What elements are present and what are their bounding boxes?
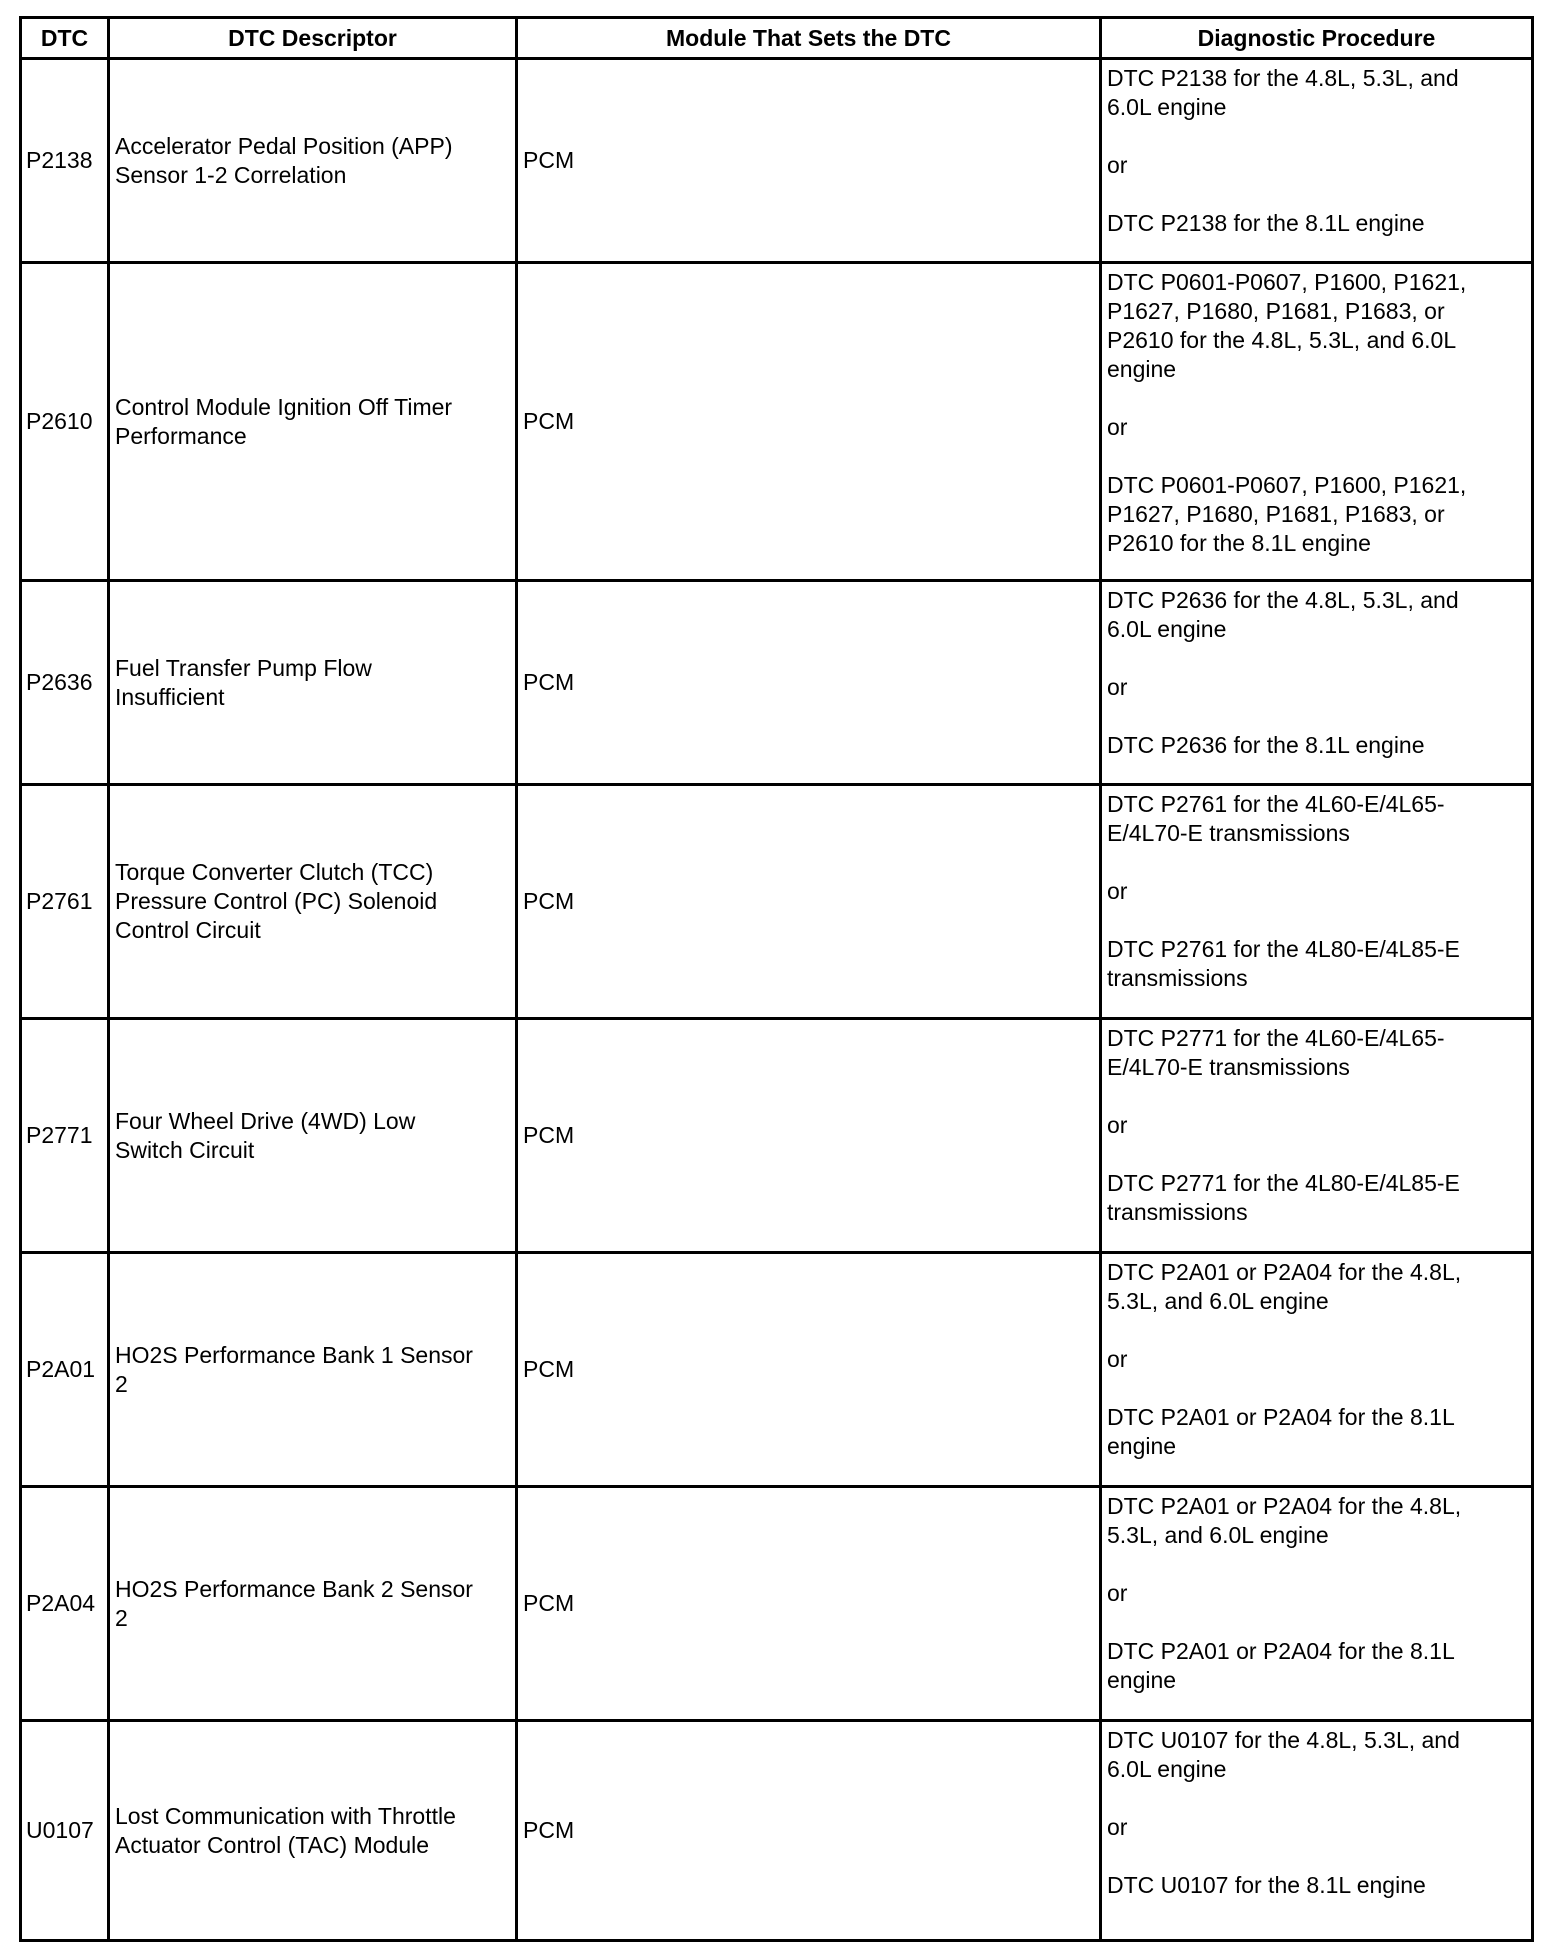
procedure-link-text: DTC U0107 for the 4.8L, 5.3L, and bbox=[1107, 1727, 1460, 1753]
procedure-link-text: 6.0L engine bbox=[1107, 1756, 1227, 1782]
procedure-link-text: P2610 for the 4.8L, 5.3L, and 6.0L bbox=[1107, 327, 1457, 353]
module-cell: PCM bbox=[517, 581, 1101, 785]
spacer bbox=[1107, 1842, 1526, 1871]
spacer bbox=[1107, 1082, 1526, 1111]
procedure-link-text: DTC P2636 for the 8.1L engine bbox=[1107, 732, 1425, 758]
spacer bbox=[1107, 1374, 1526, 1403]
procedure-link-text: P2610 for the 8.1L engine bbox=[1107, 530, 1371, 556]
procedure-link-text: 5.3L, and 6.0L engine bbox=[1107, 1288, 1329, 1314]
spacer bbox=[1107, 1550, 1526, 1579]
dtc-code-cell: P2610 bbox=[21, 263, 109, 581]
procedure-link-text: transmissions bbox=[1107, 965, 1248, 991]
diagnostic-procedure-cell bbox=[1101, 1019, 1533, 1253]
descriptor-line: Torque Converter Clutch (TCC) bbox=[115, 859, 434, 885]
procedure-link-text: engine bbox=[1107, 1667, 1177, 1693]
procedure-link-text: DTC P0601-P0607, P1600, P1621, bbox=[1107, 269, 1467, 295]
table-row bbox=[21, 1253, 1533, 1487]
module-cell: PCM bbox=[517, 263, 1101, 581]
procedure-or-text: or bbox=[1107, 1580, 1128, 1606]
diagnostic-procedure-cell bbox=[1101, 263, 1533, 581]
spacer bbox=[1107, 442, 1526, 471]
table-row bbox=[21, 581, 1533, 785]
dtc-code-cell: P2761 bbox=[21, 785, 109, 1019]
procedure-link-text: DTC P0601-P0607, P1600, P1621, bbox=[1107, 472, 1467, 498]
spacer bbox=[1107, 1784, 1526, 1813]
procedure-link-text: DTC P2138 for the 4.8L, 5.3L, and bbox=[1107, 65, 1459, 91]
procedure-or-text: or bbox=[1107, 1112, 1128, 1138]
procedure-or-text: or bbox=[1107, 414, 1128, 440]
header-dtc-descriptor: DTC Descriptor bbox=[109, 18, 517, 59]
spacer bbox=[1107, 702, 1526, 731]
spacer bbox=[1107, 180, 1526, 209]
diagnostic-procedure-cell bbox=[1101, 1253, 1533, 1487]
dtc-descriptor-cell bbox=[109, 1721, 517, 1941]
descriptor-line: 2 bbox=[115, 1604, 128, 1631]
descriptor-line: Four Wheel Drive (4WD) Low bbox=[115, 1107, 416, 1134]
procedure-link-text: P1627, P1680, P1681, P1683, or bbox=[1107, 501, 1445, 527]
descriptor-line: Control Module Ignition Off Timer bbox=[115, 393, 453, 420]
dtc-descriptor-cell bbox=[109, 581, 517, 785]
spacer bbox=[1107, 1608, 1526, 1637]
procedure-link-text: DTC P2761 for the 4L60-E/4L65- bbox=[1107, 791, 1445, 817]
descriptor-line: Accelerator Pedal Position (APP) bbox=[115, 132, 453, 159]
descriptor-line: Performance bbox=[115, 422, 247, 449]
spacer bbox=[1107, 644, 1526, 673]
descriptor-line: HO2S Performance Bank 1 Sensor bbox=[115, 1341, 473, 1368]
header-dtc: DTC bbox=[21, 18, 109, 59]
diagnostic-procedure-cell bbox=[1101, 1487, 1533, 1721]
table-header bbox=[21, 18, 1533, 59]
procedure-link-text: DTC P2771 for the 4L80-E/4L85-E bbox=[1107, 1170, 1460, 1196]
spacer bbox=[1107, 1316, 1526, 1345]
module-cell: PCM bbox=[517, 1019, 1101, 1253]
diagnostic-procedure-cell bbox=[1101, 59, 1533, 263]
procedure-link-text: transmissions bbox=[1107, 1199, 1248, 1225]
dtc-descriptor-cell bbox=[109, 1487, 517, 1721]
procedure-link-text: DTC U0107 for the 8.1L engine bbox=[1107, 1872, 1426, 1898]
dtc-code-cell: P2138 bbox=[21, 59, 109, 263]
procedure-link-text: 6.0L engine bbox=[1107, 94, 1227, 120]
procedure-link-text: engine bbox=[1107, 1433, 1177, 1459]
dtc-descriptor-cell bbox=[109, 1253, 517, 1487]
dtc-code-cell: P2A01 bbox=[21, 1253, 109, 1487]
procedure-or-text: or bbox=[1107, 152, 1128, 178]
dtc-descriptor-cell bbox=[109, 263, 517, 581]
spacer bbox=[1107, 1140, 1526, 1169]
spacer bbox=[1107, 848, 1526, 877]
module-cell: PCM bbox=[517, 59, 1101, 263]
descriptor-line: Actuator Control (TAC) Module bbox=[115, 1831, 430, 1858]
spacer bbox=[1107, 906, 1526, 935]
procedure-link-text: DTC P2A01 or P2A04 for the 8.1L bbox=[1107, 1404, 1455, 1430]
procedure-or-text: or bbox=[1107, 878, 1128, 904]
spacer bbox=[1107, 122, 1526, 151]
dtc-descriptor-cell bbox=[109, 785, 517, 1019]
descriptor-line: Fuel Transfer Pump Flow bbox=[115, 654, 372, 681]
procedure-link-text: DTC P2771 for the 4L60-E/4L65- bbox=[1107, 1025, 1445, 1051]
procedure-link-text: E/4L70-E transmissions bbox=[1107, 820, 1350, 846]
dtc-table bbox=[19, 16, 1534, 1942]
procedure-or-text: or bbox=[1107, 674, 1128, 700]
header-module: Module That Sets the DTC bbox=[517, 18, 1101, 59]
spacer bbox=[1107, 384, 1526, 413]
table-row bbox=[21, 1721, 1533, 1941]
table-row bbox=[21, 1019, 1533, 1253]
table-row bbox=[21, 1487, 1533, 1721]
diagnostic-procedure-cell bbox=[1101, 785, 1533, 1019]
descriptor-line: Pressure Control (PC) Solenoid bbox=[115, 888, 438, 914]
dtc-code-cell: U0107 bbox=[21, 1721, 109, 1941]
procedure-link-text: engine bbox=[1107, 356, 1177, 382]
procedure-link-text: E/4L70-E transmissions bbox=[1107, 1054, 1350, 1080]
procedure-link-text: P1627, P1680, P1681, P1683, or bbox=[1107, 298, 1445, 324]
procedure-link-text: DTC P2A01 or P2A04 for the 4.8L, bbox=[1107, 1259, 1462, 1285]
procedure-link-text: DTC P2636 for the 4.8L, 5.3L, and bbox=[1107, 587, 1459, 613]
dtc-code-cell: P2A04 bbox=[21, 1487, 109, 1721]
dtc-descriptor-cell bbox=[109, 1019, 517, 1253]
dtc-descriptor-cell bbox=[109, 59, 517, 263]
module-cell: PCM bbox=[517, 1253, 1101, 1487]
procedure-link-text: DTC P2761 for the 4L80-E/4L85-E bbox=[1107, 936, 1460, 962]
descriptor-line: Sensor 1-2 Correlation bbox=[115, 161, 347, 188]
header-diagnostic-procedure: Diagnostic Procedure bbox=[1101, 18, 1533, 59]
dtc-code-cell: P2636 bbox=[21, 581, 109, 785]
descriptor-line: Insufficient bbox=[115, 683, 225, 710]
module-cell: PCM bbox=[517, 1721, 1101, 1941]
descriptor-line: Control Circuit bbox=[115, 917, 261, 943]
dtc-code-cell: P2771 bbox=[21, 1019, 109, 1253]
module-cell: PCM bbox=[517, 1487, 1101, 1721]
procedure-link-text: DTC P2138 for the 8.1L engine bbox=[1107, 210, 1425, 236]
procedure-or-text: or bbox=[1107, 1346, 1128, 1372]
descriptor-line: HO2S Performance Bank 2 Sensor bbox=[115, 1575, 473, 1602]
table-row bbox=[21, 263, 1533, 581]
descriptor-line: Switch Circuit bbox=[115, 1136, 255, 1163]
procedure-link-text: 6.0L engine bbox=[1107, 616, 1227, 642]
header-row bbox=[21, 18, 1533, 59]
descriptor-line: 2 bbox=[115, 1370, 128, 1397]
procedure-link-text: 5.3L, and 6.0L engine bbox=[1107, 1522, 1329, 1548]
diagnostic-procedure-cell bbox=[1101, 581, 1533, 785]
procedure-link-text: DTC P2A01 or P2A04 for the 4.8L, bbox=[1107, 1493, 1462, 1519]
module-cell: PCM bbox=[517, 785, 1101, 1019]
diagnostic-procedure-cell bbox=[1101, 1721, 1533, 1941]
procedure-or-text: or bbox=[1107, 1814, 1128, 1840]
table-body bbox=[21, 59, 1533, 1941]
table-row bbox=[21, 59, 1533, 263]
descriptor-line: Lost Communication with Throttle bbox=[115, 1802, 456, 1829]
table-row bbox=[21, 785, 1533, 1019]
procedure-link-text: DTC P2A01 or P2A04 for the 8.1L bbox=[1107, 1638, 1455, 1664]
